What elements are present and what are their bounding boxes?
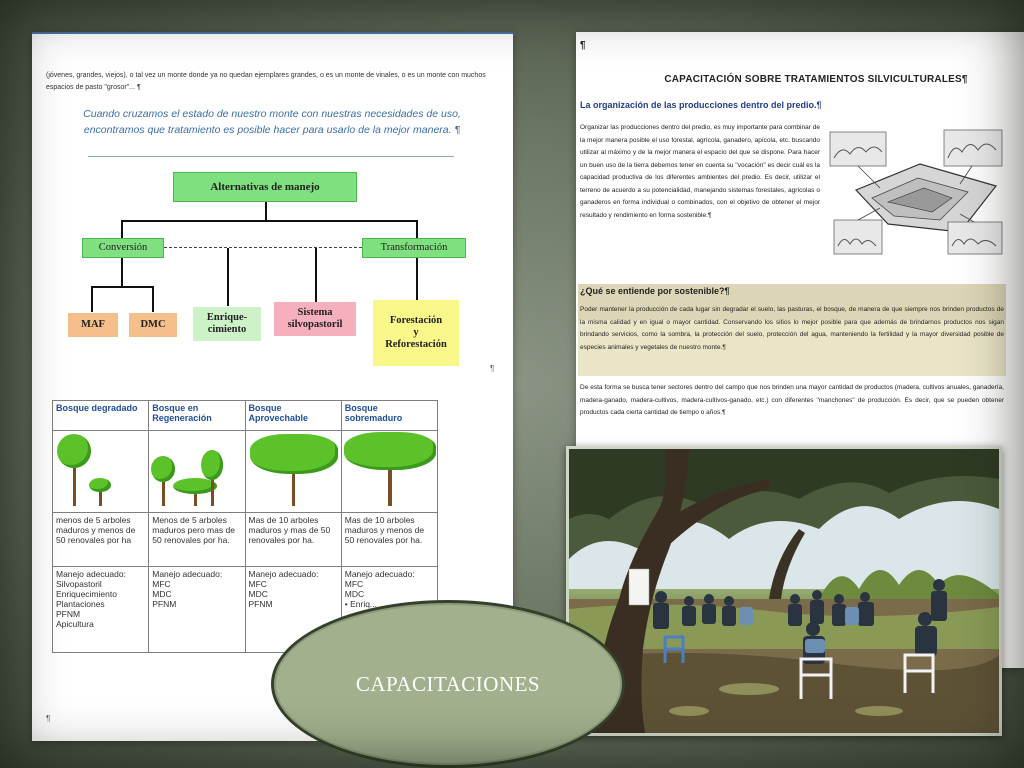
outdoor-training-scene (569, 449, 999, 733)
diagram-connector (91, 286, 153, 288)
section-question-heading: ¿Qué se entiende por sostenible?¶ (580, 286, 730, 296)
tree-icon (250, 434, 338, 506)
tree-icon (89, 478, 111, 506)
trees-degradado-cell (53, 431, 149, 513)
table-cell: Manejo adecuado: MFC MDC PFNM (149, 567, 245, 653)
diagram-connector (265, 202, 267, 220)
diagram-maf-box: MAF (68, 313, 118, 337)
paragraph-mark: ¶ (46, 714, 51, 723)
diagram-connector (121, 220, 123, 238)
table-header: Bosque sobremaduro (341, 401, 437, 431)
trees-aprovechable-cell (245, 431, 341, 513)
table-cell: Mas de 10 arboles maduros y menos de 50 renovales por ha. (341, 513, 437, 567)
trees-sobremaduro-cell (341, 431, 437, 513)
table-cell: Menos de 5 arboles maduros pero mas de 50 renovales por ha. (149, 513, 245, 567)
body-paragraph: De esta forma se busca tener sectores dentro del campo que nos brinden una mayor cantidad de productos (madera, cultivos anuales, ganadería, madera-ganado, madera-cultivos, madera-cultivos-ganado, etc.) con diferentes "manchones" de producción. Es decir, que se pueden obtener productos cada cierta cantidad de tiempo o años.¶ (580, 384, 1004, 416)
table-header: Bosque degradado (53, 401, 149, 431)
section-subtitle: La organización de las producciones dentro del predio.¶ (580, 100, 822, 110)
diagram-connector (416, 258, 418, 300)
trees-regeneracion-cell (149, 431, 245, 513)
tree-icon (57, 434, 91, 506)
diagram-transformacion-box: Transformación (362, 238, 466, 258)
paragraph-mark: ¶ (580, 40, 586, 51)
table-header: Bosque en Regeneración (149, 401, 245, 431)
table-cell: Mas de 10 arboles maduros y mas de 50 renovales por ha. (245, 513, 341, 567)
diagram-root-box: Alternativas de manejo (173, 172, 357, 202)
body-paragraph: Organizar las producciones dentro del predio, es muy importante para combinar de la mejor manera posible el uso forestal, agrícola, ganadero, apícola, etc. buscando utilizar al máximo y de la mejor manera el espacio del que se dispone. Para hacer un buen uso de la tierra debemos tener en cuenta su "vocación" es decir cuál es la capacidad productiva de los diferentes ambientes del predio. Es decir, utilizar el terreno de acuerdo a su potencialidad, manejando sistemas forestales, agrícolas o ganaderos en forma individual o combinados, con el objetivo de obtener el mejor resultado y rendimiento en forma sostenible.¶ (580, 124, 820, 219)
section-label: CAPACITACIONES (355, 671, 541, 696)
diagram-silvopastoril-box: Sistema silvopastoril (274, 302, 356, 336)
table-header: Bosque Aprovechable (245, 401, 341, 431)
diagram-forestacion-box: Forestación y Reforestación (373, 300, 459, 366)
table-cell: Manejo adecuado: MFC MDC • Enriq... (341, 567, 437, 653)
farm-map-illustration (828, 128, 1006, 258)
diagram-connector (91, 286, 93, 312)
highlight-quote: Cuando cruzamos el estado de nuestro monte con nuestras necesidades de uso, encontramos que tratamiento es posible hacer para usarlo de la mejor manera. ¶ (83, 108, 461, 136)
diagram-conversion-box: Conversión (82, 238, 164, 258)
tree-icon (151, 456, 175, 506)
quote-divider (88, 156, 454, 157)
diagram-enriquecimiento-box: Enrique- cimiento (193, 307, 261, 341)
diagram-dmc-box: DMC (129, 313, 177, 337)
diagram-dashed-link (164, 247, 362, 248)
table-cell: menos de 5 arboles maduros y menos de 50 renovales por ha (53, 513, 149, 567)
tree-icon (344, 432, 436, 506)
diagram-connector (227, 248, 229, 306)
diagram-connector (416, 220, 418, 238)
diagram-connector (315, 248, 317, 302)
tree-icon (201, 450, 223, 506)
body-paragraph: Poder mantener la producción de cada lugar sin degradar el suelo, las pasturas, el bosque, de manera de que siempre nos brinden productos de la misma calidad y en igual o mayor cantidad. Conservando los sitios lo mejor posible para que además de brindarnos productos nos sigan brindando servicios, como la sombra, la protección del suelo, protección del agua, manteniendo la fertilidad y la mayor diversidad posible de especies animales y vegetales de nuestro monte.¶ (580, 306, 1004, 351)
table-cell: Manejo adecuado: MFC MDC PFNM (245, 567, 341, 653)
document-title: CAPACITACIÓN SOBRE TRATAMIENTOS SILVICULTURALES¶ (664, 74, 968, 85)
intro-text: (jóvenes, grandes, viejos), o tal vez un monte donde ya no quedan ejemplares grandes, o es un monte de vinales, o es un monte con muchos espacios de pasto "grosor"... ¶ (46, 72, 486, 91)
section-label-oval (271, 600, 625, 768)
diagram-connector (121, 220, 417, 222)
diagram-connector (121, 258, 123, 286)
diagram-connector (152, 286, 154, 312)
paragraph-mark: ¶ (490, 364, 495, 373)
training-photo (566, 446, 1002, 736)
table-cell: Manejo adecuado: Silvopastoril Enriquecimiento Plantaciones PFNM Apicultura (53, 567, 149, 653)
